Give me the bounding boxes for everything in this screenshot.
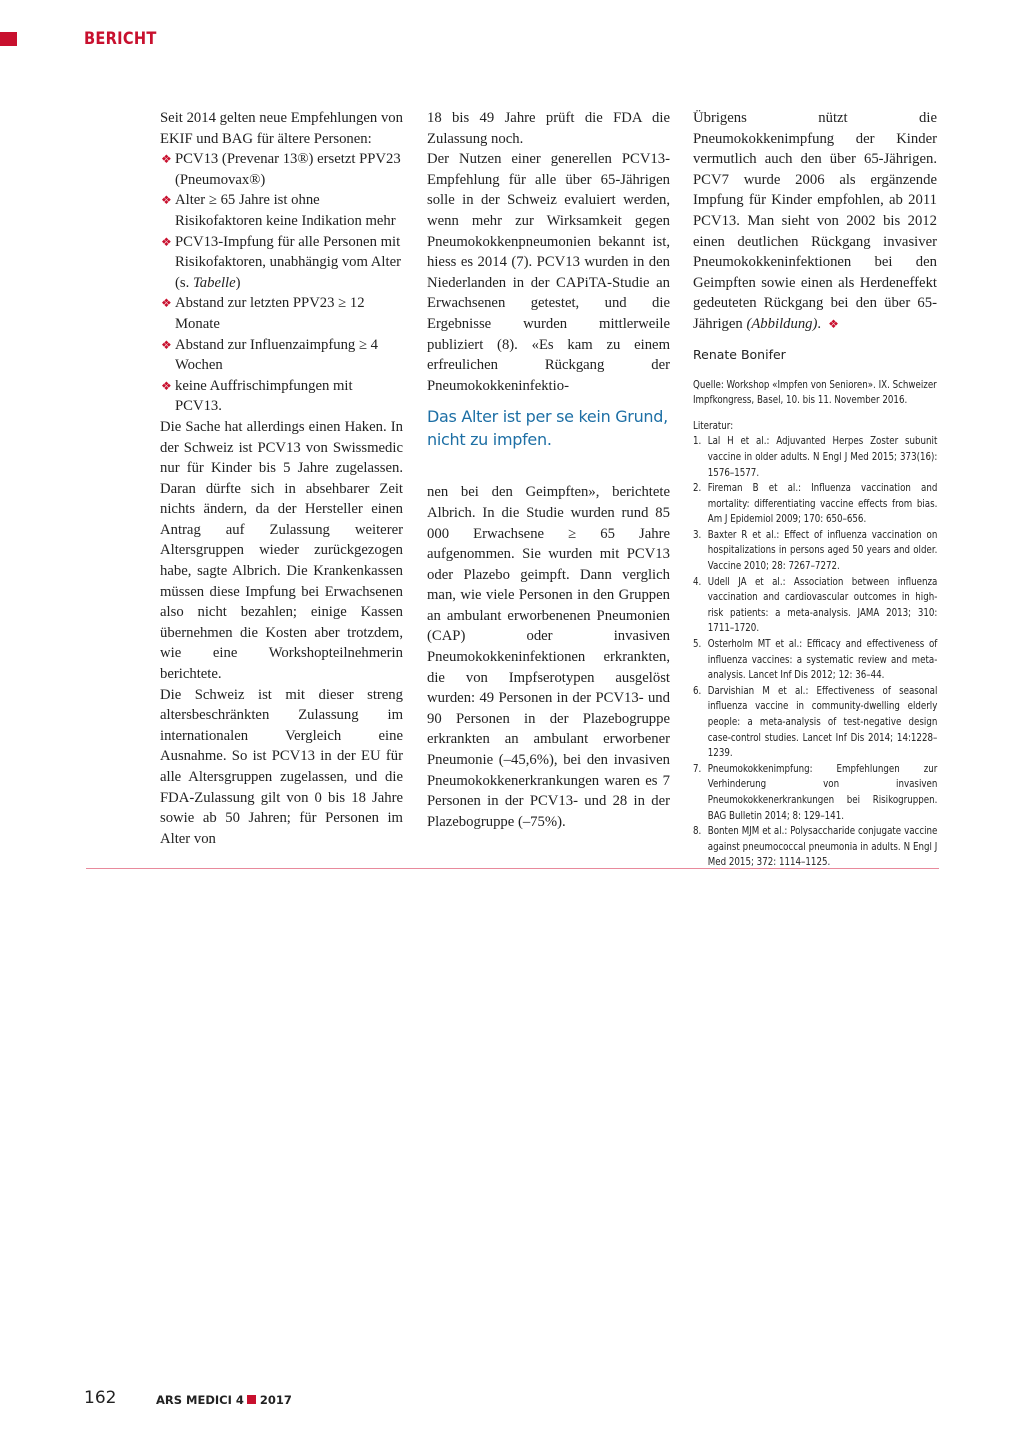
column-2 [427, 108, 670, 832]
reference-item: 1. Lal H et al.: Adjuvanted Herpes Zoster subunit vaccine in older adults. N Engl J Med 2015; 373(16): 1576–1577. [693, 435, 938, 479]
recommendation-item: ❖ keine Auffrischimpfungen mit PCV13. [161, 377, 353, 415]
recommendation-item: ❖ Abstand zur Influenzaimpfung ≥ 4 Wochen [161, 336, 379, 374]
recommendation-item: ❖ PCV13 (Prevenar 13®) ersetzt PPV23 (Pneumovax®) [161, 151, 401, 188]
references-title: Literatur: [693, 419, 734, 432]
subheading: Das Alter ist per se kein Grund, nicht zu impfen. [427, 407, 668, 450]
paragraph: Übrigens nützt die Pneumokokkenimpfung der Kinder vermutlich auch den über 65-Jährigen. PCV7 wurde 2006 als ergänzende Impfung für Kinder empfohlen, ab 2011 PCV13. Man sieht von 2002 bis 2012 einen deutlichen Rückgang invasiver Pneumokokkeninfektionen bei den Geimpften sowie einen als Herdeneffekt gedeuteten Rückgang bei den über 65-Jährigen (Abbildung). ❖ [693, 110, 937, 332]
paragraph: Die Sache hat allerdings einen Haken. In der Schweiz ist PCV13 von Swissmedic nur für Kinder bis 5 Jahre zugelassen. Daran dürfte sich in absehbarer Zeit nichts ändern, da der Hersteller einen Antrag auf Zulassung weiterer Altersgruppen wieder zurückgezogen habe, sagte Albrich. Die Krankenkassen müssen diese Impfung bei Erwachsenen also nicht bezahlen; einige Kassen übernehmen die Kosten aber trotzdem, wie eine Workshopteilnehmerin berichtete. [160, 418, 403, 683]
page-number: 162 [84, 1388, 117, 1408]
paragraph: Die Schweiz ist mit dieser streng altersbeschränkten Zulassung im internationalen Vergleich eine Ausnahme. So ist PCV13 in der EU für alle Altersgruppen zugelassen, und die FDA-Zulassung gilt von 0 bis 18 Jahre sowie ab 50 Jahren; für Personen im Alter von [160, 686, 403, 847]
references [693, 419, 937, 871]
issue-year: 2017 [259, 1393, 292, 1407]
author: Renate Bonifer [693, 346, 786, 362]
column-3 [693, 108, 937, 871]
reference-item: 6. Darvishian M et al.: Effectiveness of seasonal influenza vaccine in community-dwelling elderly people: a meta-analysis of test-negative design case-control studies. Lancet Inf Dis 2014; 14:1228–1239. [693, 684, 938, 760]
section-marker [0, 32, 17, 46]
reference-item: 3. Baxter R et al.: Effect of influenza vaccination on hospitalizations in persons aged 50 years and older. Vaccine 2010; 28: 7267–7272. [693, 528, 938, 573]
section-title: BERICHT [84, 29, 157, 49]
recommendation-item: ❖ Alter ≥ 65 Jahre ist ohne Risikofaktoren keine Indikation mehr [161, 192, 396, 229]
end-mark-icon: ❖ [828, 316, 839, 331]
reference-list [693, 434, 937, 871]
reference-item: 5. Osterholm MT et al.: Efficacy and effectiveness of influenza vaccines: a systematic review and meta-analysis. Lancet Inf Dis 2012; 12: 36–44. [693, 638, 938, 682]
journal-name: ARS MEDICI 4 [156, 1393, 244, 1407]
column-1 [160, 108, 403, 849]
figure-reference: (Abbildung) [746, 315, 818, 332]
recommendation-list [160, 149, 403, 417]
bullet-icon: ❖ [161, 193, 172, 208]
divider [86, 868, 939, 869]
paragraph: Der Nutzen einer generellen PCV13-Empfehlung für alle über 65-Jährigen solle in der Schweiz evaluiert werden, wenn mehr zur Wirksamkeit gegen Pneumokokkenpneumonien bekannt ist, hiess es 2014 (7). PCV13 wurden in den Niederlanden in der CAPiTA-Studie an Erwachsenen getestet, und die Ergebnisse wurden mittlerweile publiziert (8). «Es kam zu einem erfreulichen Rückgang der Pneumokokkeninfektio- [427, 151, 670, 394]
intro-paragraph: Seit 2014 gelten neue Empfehlungen von EKIF und BAG für ältere Personen: [160, 110, 403, 147]
recommendation-item: ❖ Abstand zur letzten PPV23 ≥ 12 Monate [161, 295, 365, 332]
bullet-icon: ❖ [161, 234, 172, 249]
bullet-icon: ❖ [161, 378, 172, 393]
square-icon [247, 1395, 256, 1404]
reference-item: 2. Fireman B et al.: Influenza vaccination and mortality: differentiating vaccine effects from bias. Am J Epidemiol 2009; 170: 650–656. [693, 482, 938, 526]
reference-item: 8. Bonten MJM et al.: Polysaccharide conjugate vaccine against pneumococcal pneumonia in adults. N Engl J Med 2015; 372: 1114–1125. [693, 825, 938, 869]
reference-item: 4. Udell JA et al.: Association between influenza vaccination and cardiovascular outcomes in high-risk patients: a meta-analysis. JAMA 2013; 310: 1711–1720. [693, 575, 938, 635]
reference-item: 7. Pneumokokkenimpfung: Empfehlungen zur Verhinderung von invasiven Pneumokokkenerkrankungen bei Risikogruppen. BAG Bulletin 2014; 8: 129–141. [693, 762, 938, 822]
paragraph: nen bei den Geimpften», berichtete Albrich. In die Studie wurden rund 85 000 Erwachsene ≥ 65 Jahre aufgenommen. Sie wurden mit PCV13 oder Plazebo geimpft. Dann verglich man, wie viele Personen in den Gruppen an ambulant erworbenenen Pneumonien (CAP) oder invasiven Pneumokokkeninfektionen erkrankten, die von Impfserotypen ausgelöst wurden: 49 Personen in der PCV13- und 90 Personen in der Plazebogruppe erkrankten an ambulant erworbener Pneumonie (–45,6%), bei den invasiven Pneumokokkenerkrankungen waren es 7 Personen in der PCV13- und 28 in der Plazebogruppe (–75%). [427, 484, 670, 830]
bullet-icon: ❖ [161, 337, 172, 352]
paragraph: 18 bis 49 Jahre prüft die FDA die Zulassung noch. [427, 110, 670, 147]
bullet-icon: ❖ [161, 152, 172, 167]
bullet-icon: ❖ [161, 296, 172, 311]
publication [156, 1393, 292, 1407]
recommendation-item: ❖ PCV13-Impfung für alle Personen mit Risikofaktoren, unabhängig vom Alter (s. Tabelle) [161, 233, 401, 291]
source-note: Quelle: Workshop «Impfen von Senioren». IX. Schweizer Impfkongress, Basel, 10. bis 11. November 2016. [693, 378, 937, 407]
